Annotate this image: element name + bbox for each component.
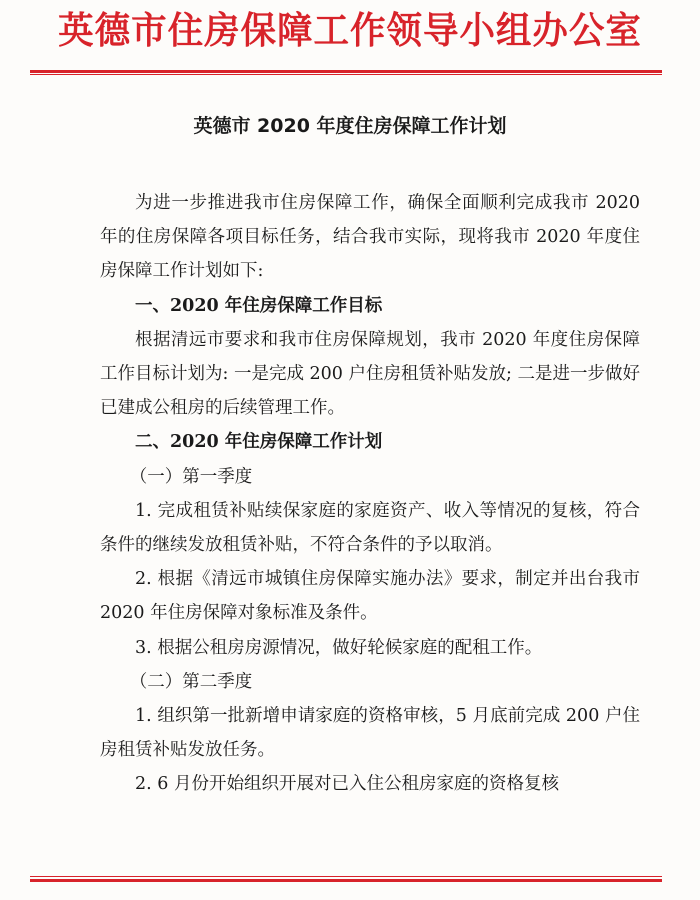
section-1-heading: 一、2020 年住房保障工作目标 [135,295,383,316]
footer-rule-thick [30,879,662,882]
section-2-heading: 二、2020 年住房保障工作计划 [135,432,383,453]
document-title: 英德市 2020 年度住房保障工作计划 [193,115,507,137]
quarter-1-item: 1. 完成租赁补贴续保家庭的家庭资产、收入等情况的复核，符合条件的继续发放租赁补贴，不符合条件的予以取消。 [100,500,640,556]
quarter-2-item: 1. 组织第一批新增申请家庭的资格审核，5 月底前完成 200 户住房租赁补贴发放任务。 [100,706,640,761]
document-body [100,186,640,802]
quarter-2-heading: （二）第二季度 [129,671,253,692]
letterhead-rule-thick [30,70,662,73]
quarter-1-item: 2. 根据《清远市城镇住房保障实施办法》要求，制定并出台我市 2020 年住房保障对象标准及条件。 [100,569,640,624]
quarter-2-item: 2. 6 月份开始组织开展对已入住公租房家庭的资格复核 [135,774,559,795]
letterhead-title: 英德市住房保障工作领导小组办公室 [58,9,642,52]
footer-rule-thin [30,876,662,877]
quarter-1-item: 3. 根据公租房房源情况，做好轮候家庭的配租工作。 [135,637,543,658]
letterhead-rule-thin [30,74,662,75]
intro-paragraph: 为进一步推进我市住房保障工作，确保全面顺利完成我市 2020 年的住房保障各项目标任务，结合我市实际，现将我市 2020 年度住房保障工作计划如下: [100,193,640,282]
quarter-1-heading: （一）第一季度 [129,466,253,487]
section-1-paragraph: 根据清远市要求和我市住房保障规划，我市 2020 年度住房保障工作目标计划为: 一是完成 200 户住房租赁补贴发放; 二是进一步做好已建成公租房的后续管理工作。 [100,329,640,419]
